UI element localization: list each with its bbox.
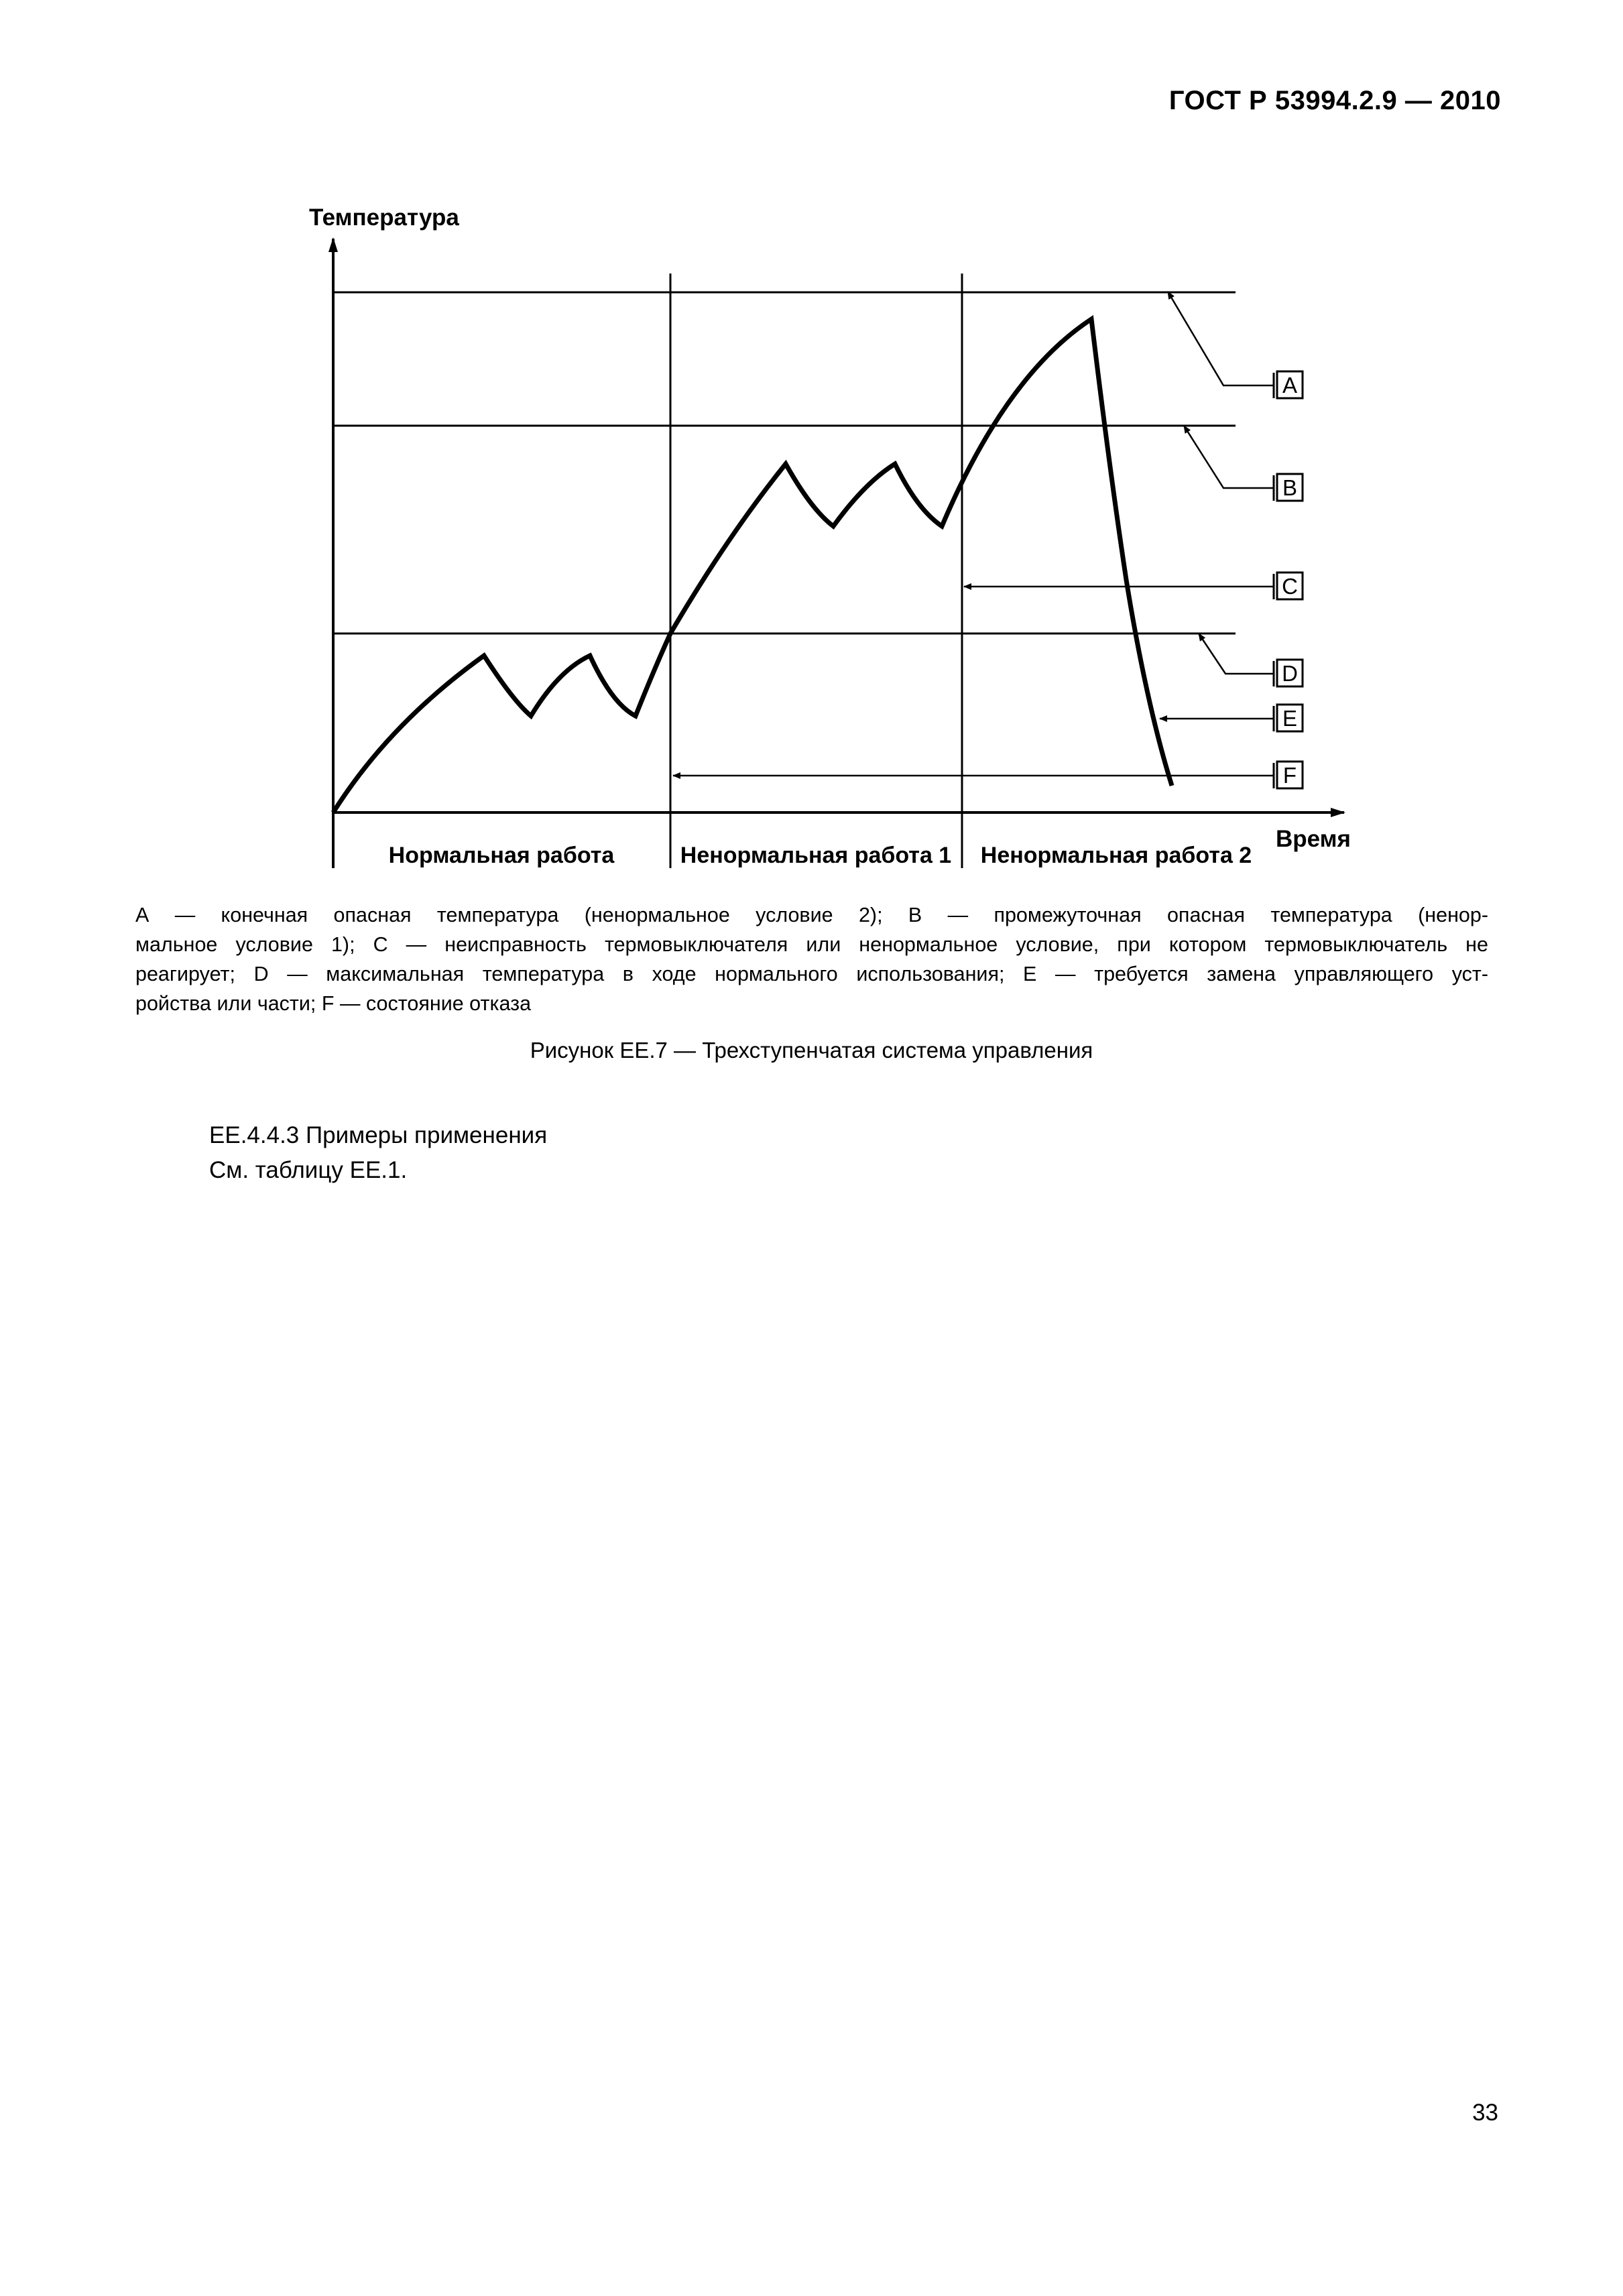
marker-label-f: F: [1282, 763, 1297, 788]
marker-label-e: E: [1282, 706, 1298, 731]
marker-box-f: [1277, 762, 1303, 788]
marker-label-d: D: [1282, 661, 1298, 686]
figure-legend: [135, 900, 1488, 1018]
page-number: 33: [1472, 2100, 1498, 2126]
leader-b: [1184, 426, 1274, 488]
marker-box-d: [1277, 660, 1303, 686]
x-axis-label: Время: [1276, 826, 1351, 852]
table-reference: См. таблицу ЕЕ.1.: [209, 1157, 408, 1183]
figure-caption: Рисунок ЕЕ.7 — Трехступенчатая система управления: [530, 1038, 1093, 1063]
legend-line-3: реагирует; D — максимальная температура в ходе нормального использования; Е — требуется замена управляющего уст-: [135, 963, 1488, 985]
marker-box-b: [1277, 474, 1303, 501]
document-header: ГОСТ Р 53994.2.9 — 2010: [1168, 86, 1501, 115]
legend-line-1: А — конечная опасная температура (ненормальное условие 2); В — промежуточная опасная температура (ненор-: [135, 904, 1488, 926]
leader-a: [1168, 292, 1274, 385]
temperature-control-figure: [0, 0, 1623, 885]
marker-box-c: [1277, 572, 1303, 599]
leader-d: [1199, 633, 1274, 674]
marker-box-a: [1277, 371, 1303, 398]
y-axis-label: Температура: [309, 204, 459, 231]
phase-label-normal: Нормальная работа: [388, 843, 615, 868]
legend-line-2: мальное условие 1); С — неисправность термовыключателя или ненормальное условие, при котором термовыключатель не: [135, 933, 1488, 956]
marker-label-b: B: [1282, 475, 1298, 500]
legend-line-4: ройства или части; F — состояние отказа: [135, 992, 532, 1015]
marker-label-a: A: [1282, 373, 1298, 398]
phase-label-abnormal-2: Ненормальная работа 2: [980, 843, 1252, 868]
body-text: [209, 1118, 547, 1188]
temperature-curve: [333, 319, 1172, 812]
section-heading: ЕЕ.4.4.3 Примеры применения: [209, 1122, 548, 1148]
marker-box-e: [1277, 705, 1303, 731]
marker-label-c: C: [1282, 574, 1298, 599]
phase-label-abnormal-1: Ненормальная работа 1: [680, 843, 952, 868]
